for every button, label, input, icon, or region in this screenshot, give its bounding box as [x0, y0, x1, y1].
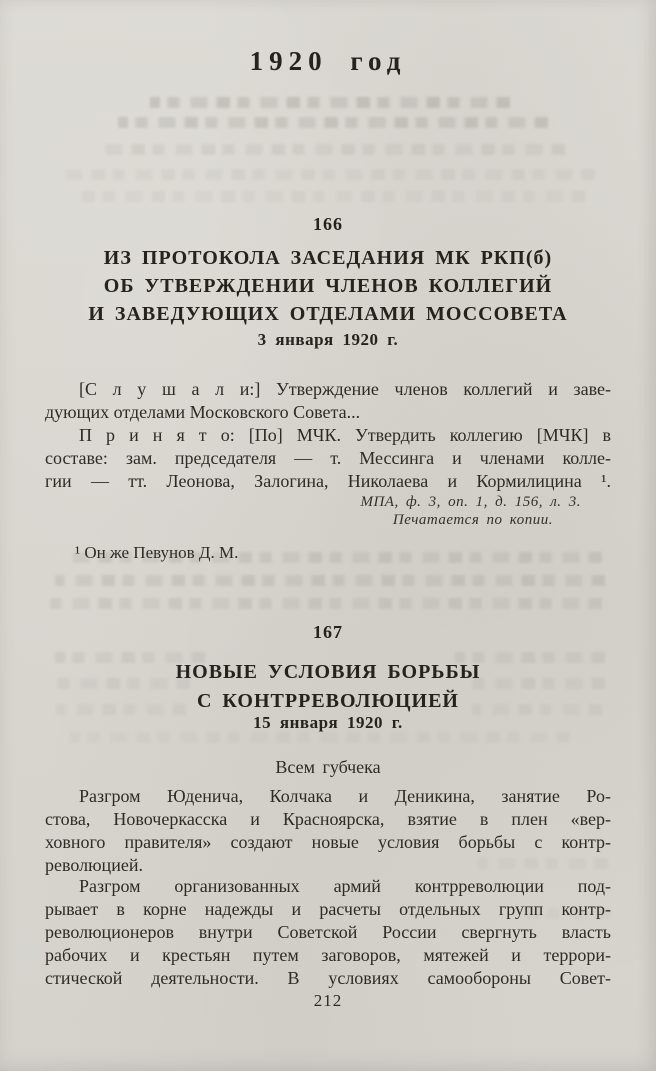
- doc167-title-line: НОВЫЕ УСЛОВИЯ БОРЬБЫ: [175, 661, 481, 683]
- body-text-line: составе: зам. председателя — т. Мессинга и членами колле-: [45, 448, 611, 468]
- doc167-paragraph-1: [45, 785, 611, 877]
- doc167-number: 167: [313, 622, 343, 642]
- body-text-line: стова, Новочеркасска и Красноярска, взятие в плен «вер-: [45, 809, 611, 829]
- bleedthrough-text-artifact: [70, 732, 570, 743]
- bleedthrough-text-artifact: [55, 575, 605, 586]
- bleedthrough-text-artifact: [65, 169, 595, 180]
- bleedthrough-text-artifact: [75, 191, 585, 202]
- doc167-title-line: С КОНТРРЕВОЛЮЦИЕЙ: [196, 690, 459, 712]
- doc166-title-line: ИЗ ПРОТОКОЛА ЗАСЕДАНИЯ МК РКП(б): [103, 247, 553, 269]
- body-text-line: рабочих и крестьян путем заговоров, мятежей и террори-: [45, 945, 611, 965]
- page-number: 212: [313, 991, 343, 1010]
- doc166-title: [45, 244, 611, 328]
- body-text-line: гии — тт. Леонова, Залогина, Николаева и Кормилицина ¹.: [45, 471, 611, 491]
- body-text-line: Разгром организованных армий контрреволюции под-: [79, 876, 611, 896]
- body-text-line: революцией.: [45, 855, 143, 875]
- publication-note: Печатается по копии.: [392, 511, 553, 528]
- body-text-line: дующих отделами Московского Совета...: [45, 402, 361, 422]
- archive-reference: МПА, ф. 3, оп. 1, д. 156, л. 3.: [360, 494, 581, 510]
- doc167-salutation: Всем губчека: [275, 757, 381, 777]
- doc167-date: 15 января 1920 г.: [253, 713, 403, 732]
- doc166-body: [45, 378, 611, 493]
- doc166-source-citation: [45, 494, 611, 529]
- body-text-line: П р и н я т о: [По] МЧК. Утвердить коллегию [МЧК] в: [79, 425, 611, 445]
- body-text-line: стической деятельности. В условиях самообороны Совет-: [45, 968, 611, 988]
- bleedthrough-text-artifact: [118, 117, 548, 128]
- year-heading: 1920 год: [249, 46, 407, 76]
- doc167-paragraph-2: [45, 875, 611, 990]
- body-text-line: ховного правителя» создают новые условия борьбы с контр-: [45, 832, 611, 852]
- doc166-title-line: И ЗАВЕДУЮЩИХ ОТДЕЛАМИ МОССОВЕТА: [88, 303, 568, 325]
- bleedthrough-text-artifact: [150, 97, 510, 108]
- doc167-title: [45, 658, 611, 716]
- doc166-date: 3 января 1920 г.: [257, 330, 399, 349]
- doc166-number: 166: [313, 214, 343, 234]
- body-text-line: [С л у ш а л и:] Утверждение членов коллегий и заве-: [79, 379, 611, 399]
- doc166-footnote: ¹ Он же Певунов Д. М.: [75, 543, 239, 562]
- body-text-line: рывает в корне надежды и расчеты отдельных групп контр-: [45, 899, 611, 919]
- body-text-line: революционеров внутри Советской России свергнуть власть: [45, 922, 611, 942]
- bleedthrough-text-artifact: [95, 144, 565, 155]
- doc166-title-line: ОБ УТВЕРЖДЕНИИ ЧЛЕНОВ КОЛЛЕГИЙ: [103, 275, 553, 297]
- body-text-line: Разгром Юденича, Колчака и Деникина, занятие Ро-: [79, 786, 611, 806]
- bleedthrough-text-artifact: [50, 598, 602, 609]
